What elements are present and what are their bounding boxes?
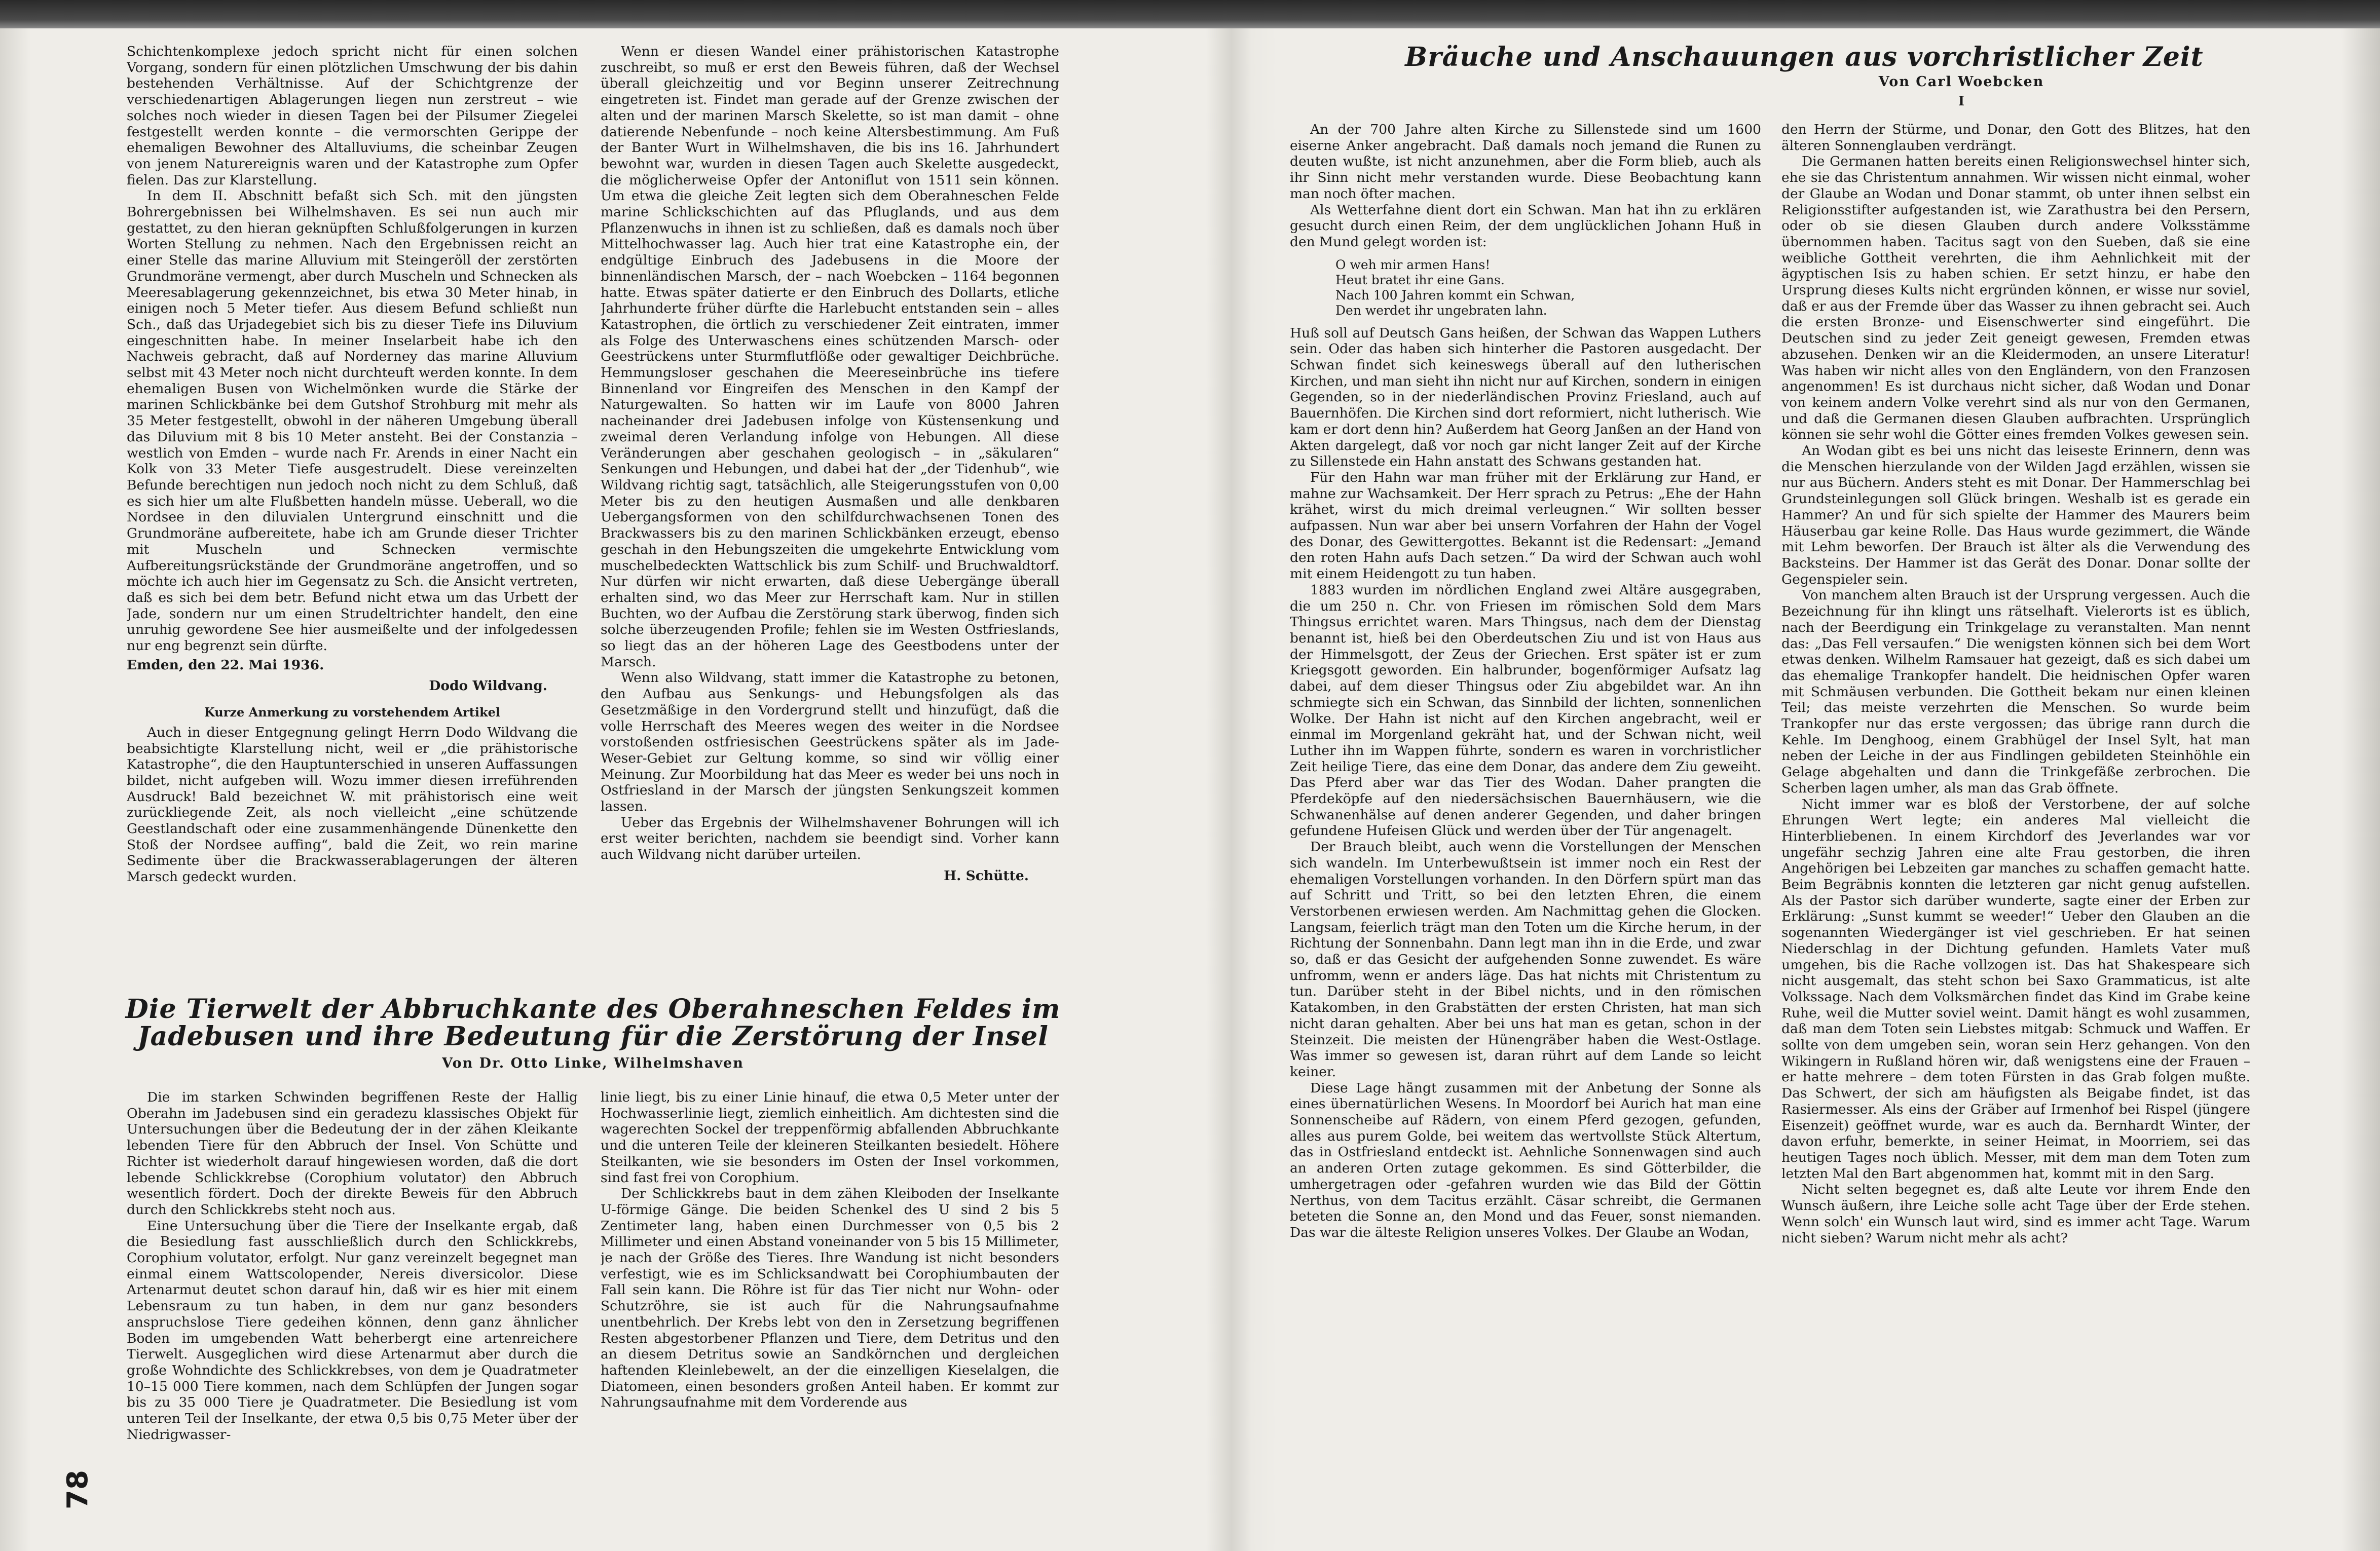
poem-line: Nach 100 Jahren kommt ein Schwan, — [1335, 287, 1575, 302]
signature: Dodo Wildvang. — [429, 678, 547, 694]
top-border — [0, 0, 2380, 28]
headline: Die Tierwelt der Abbruchkante des Oberahneschen Feldes im Jadebusen und ihre Bedeutung für die Zerstörung der Insel — [125, 994, 1061, 1052]
page-number: 78 — [61, 1470, 94, 1509]
left-column-3 — [127, 1089, 578, 1530]
subheading: Kurze Anmerkung zu vorstehendem Artikel — [204, 705, 501, 720]
paragraph: 1883 wurden im nördlichen England zwei Altäre ausgegraben, die um 250 n. Chr. von Friesen im römischen Sold dem Mars Thingsus errichtet waren. Mars Thingsus, nach dem der Dienstag benannt ist, hieß bei den Oberdeutschen Ziu und ist von Haus aus der Himmelsgott, der Zeus der Griechen. Erst später ist er zum Kriegsgott geworden. Ein halbrunder, bogenförmiger Aufsatz lag dabei, auf dem dieser Thingsus oder Ziu abgebildet war. An ihn schmiegte sich ein Schwan, das Sinnbild der lichten, sonnenlichen Wolke. Der Hahn ist nicht auf den Kirchen angebracht, weil er einmal im Morgenland gekräht hat, und der Schwan nicht, weil Luther ihn im Wappen führte, sondern es waren in vorchristlicher Zeit heilige Tiere, das eine dem Donar, das andere dem Ziu geweiht. Das Pferd aber war das Tier des Wodan. Daher prangten die Pferdeköpfe auf den niedersächsischen Bauernhäusern, wie die Schwanenhälse auf denen anderer Gegenden, und daher bringen gefundene Hufeisen Glück und werden über der Tür angenagelt. — [1290, 582, 1761, 839]
paragraph: In dem II. Abschnitt befaßt sich Sch. mit den jüngsten Bohrergebnissen bei Wilhelmshaven. Es sei nun auch mir gestattet, zu den hieran geknüpften Schlußfolgerungen in kurzen Worten Stellung zu nehmen. Nach den Ergebnissen reicht an einer Stelle das marine Alluvium mit Steingeröll der zerstörten Grundmoräne vermengt, aber durch Muscheln und Schnecken als Meeresablagerung gekennzeichnet, bis etwa 30 Meter hinab, in einigen noch 5 Meter tiefer. Aus diesem Befund schließt nun Sch., daß das Urjadegebiet sich bis zu dieser Tiefe ins Diluvium eingeschnitten habe. In meiner Inselarbeit habe ich den Nachweis gebracht, daß auf Norderney das marine Alluvium selbst mit 43 Meter noch nicht durchteuft werden konnte. In dem ehemaligen Busen von Wichelmönken wurde die Stärke der marinen Schlickbänke bei dem Gutshof Strohburg mit mehr als 35 Meter festgestellt, obwohl in der näheren Umgebung überall das Diluvium mit 8 bis 10 Meter ansteht. Bei der Constanzia – westlich von Emden – wurde nach Fr. Arends in einer Nacht ein Kolk von 33 Meter Tiefe ausgestrudelt. Diese vereinzelten Befunde berechtigen nun jedoch noch nicht zu dem Schluß, daß es sich hier um alte Flußbetten handeln müsse. Ueberall, wo die Nordsee in den diluvialen Untergrund einschnitt und die Grundmoräne aufbereitete, habe ich am Grunde dieser Trichter mit Muscheln und Schnecken vermischte Aufbereitungsrückstände der Grundmoräne angetroffen, und so möchte ich auch hier im Gegensatz zu Sch. die Ansicht vertreten, daß es sich bei dem betr. Befund nicht etwa um das Urbett der Jade, sondern nur um einen Strudeltrichter handelt, den eine unruhig gewordene See hier ausmeißelte und der infolgedessen nur eng begrenzt sein dürfte. — [127, 188, 578, 654]
article-title-braeuche — [1297, 44, 2311, 109]
poem-line: Den werdet ihr ungebraten lahn. — [1335, 302, 1547, 318]
paragraph: Huß soll auf Deutsch Gans heißen, der Schwan das Wappen Luthers sein. Oder das haben sich hinterher die Pastoren ausgedacht. Der Schwan findet sich keineswegs überall auf den lutherischen Kirchen, und man sieht ihn nicht nur auf Kirchen, sondern in einigen Gegenden, so in der niederländischen Provinz Friesland, auch auf Bauernhöfen. Die Kirchen sind dort reformiert, nicht lutherisch. Wie kam er dort denn hin? Außerdem hat Georg Janßen an der Hand von Akten dargelegt, daß vor noch gar nicht langer Zeit auf der Kirche zu Sillenstede ein Hahn anstatt des Schwans gestanden hat. — [1290, 325, 1761, 470]
paragraph: An Wodan gibt es bei uns nicht das leiseste Erinnern, denn was die Menschen hierzulande von der Wilden Jagd erzählen, wissen sie nur aus Büchern. Anders steht es mit Donar. Der Hammerschlag bei Grundsteinlegungen soll Glück bringen. Weshalb ist es gerade ein Hammer? An und für sich spielte der Hammer des Maurers beim Häuserbau gar keine Rolle. Das Haus wurde gezimmert, die Wände mit Lehm beworfen. Der Brauch ist älter als die Verwendung des Backsteins. Der Hammer ist das Gerät des Donar. Donar sollte der Gegenspieler sein. — [1781, 443, 2250, 587]
paragraph: Ueber das Ergebnis der Wilhelmshavener Bohrungen will ich erst weiter berichten, nachdem sie beendigt sind. Vorher kann auch Wildvang nicht darüber urteilen. — [601, 814, 1059, 863]
poem-line: Heut bratet ihr eine Gans. — [1335, 272, 1505, 287]
paragraph: An der 700 Jahre alten Kirche zu Sillenstede sind um 1600 eiserne Anker angebracht. Daß damals noch jemand die Runen zu deuten wußte, ist nicht anzunehmen, aber die Form blieb, auch als ihr Sinn nicht mehr verstanden wurde. Diese Beobachtung kann man noch öfter machen. — [1290, 122, 1761, 202]
paragraph: Die Germanen hatten bereits einen Religionswechsel hinter sich, ehe sie das Christentum annahmen. Wir wissen nicht einmal, woher der Glaube an Wodan und Donar stammt, ob unter ihnen selbst ein Religionsstifter aufgestanden ist, wie Zarathustra bei den Persern, oder ob sie diesen Glauben durch andere Volksstämme übernommen haben. Tacitus sagt von den Sueben, daß sie eine weibliche Gottheit verehrten, die ihm Aehnlichkeit mit der ägyptischen Isis zu haben schien. Er setzt hinzu, er habe den Ursprung dieses Kults nicht ergründen können, er wisse nur soviel, daß er aus der Fremde über das Wasser zu ihnen gebracht sei. Auch die ersten Bronze- und Eisenschwerter sind eingeführt. Die Deutschen sind zu jeder Zeit geneigt gewesen, Fremden etwas abzusehen. Denken wir an die Kleidermoden, an unsere Literatur! Was haben wir nicht alles von den Engländern, von den Franzosen angenommen! Es ist durchaus nicht sicher, daß Wodan und Donar von keinem andern Volke verehrt sind als nur von den Germanen, und daß die Germanen diesen Glauben aufbrachten. Ursprünglich können sie sehr wohl die Götter eines fremden Volkes gewesen sein. — [1781, 154, 2250, 443]
byline: Von Carl Woebcken — [1878, 74, 2044, 90]
paragraph: Der Schlickkrebs baut in dem zähen Kleiboden der Inselkante U-förmige Gänge. Die beiden Schenkel des U sind 2 bis 5 Zentimeter lang, haben einen Durchmesser von 0,5 bis 2 Millimeter und einen Abstand voneinander von 5 bis 15 Millimeter, je nach der Größe des Tieres. Ihre Wandung ist nicht besonders verfestigt, wie es im Schlicksandwatt bei Corophiumbauten der Fall sein kann. Die Röhre ist für das Tier nicht nur Wohn- oder Schutzröhre, sie ist auch für die Nahrungsaufnahme unentbehrlich. Der Krebs lebt von den in Zersetzung begriffenen Resten abgestorbener Pflanzen und Tiere, dem Detritus und den an diesem Detritus sowie an Sandkörnchen und dergleichen haftenden Kleinlebewelt, an der die einzelligen Kieselalgen, die Diatomeen, einen besonders großen Anteil haben. Er kommt zur Nahrungsaufnahme mit dem Vorderende aus — [601, 1186, 1059, 1411]
left-column-2 — [601, 44, 1059, 996]
paragraph: Die im starken Schwinden begriffenen Reste der Hallig Oberahn im Jadebusen sind ein geradezu klassisches Objekt für Untersuchungen über die Bedeutung der in der zähen Kleikante lebenden Tiere für den Abbruch der Insel. Von Schütte und Richter ist wiederholt darauf hingewiesen worden, daß die dort lebende Schlickkrebse (Corophium volutator) den Abbruch wesentlich fördert. Doch der direkte Beweis für den Abbruch durch den Schlickkrebs steht noch aus. — [127, 1089, 578, 1218]
byline: Von Dr. Otto Linke, Wilhelmshaven — [442, 1055, 744, 1071]
paragraph: den Herrn der Stürme, und Donar, den Gott des Blitzes, hat den älteren Sonnenglauben verdrängt. — [1781, 122, 2250, 154]
article-title-tierwelt — [122, 996, 1064, 1071]
paragraph: Eine Untersuchung über die Tiere der Inselkante ergab, daß die Besiedlung fast ausschließlich durch den Schlickkrebs, Corophium volutator, erfolgt. Nur ganz vereinzelt begegnet man einmal einem Wattscolopender, Nereis diversicolor. Diese Artenarmut deutet schon darauf hin, daß wir es hier mit einem Lebensraum zu tun haben, in dem nur ganz besonders anspruchslose Tiere gedeihen können, denn ganz ähnlicher Boden im umgebenden Watt beherbergt eine artenreichere Tierwelt. Ausgeglichen wird diese Artenarmut aber durch die große Wohndichte des Schlickkrebses, von dem je Quadratmeter 10–15 000 Tiere kommen, nach dem Schlüpfen der Jungen sogar bis zu 35 000 Tiere je Quadratmeter. Die Besiedlung ist vom unteren Teil der Inselkante, der etwa 0,5 bis 0,75 Meter über der Niedrigwasser- — [127, 1218, 578, 1443]
paragraph: Nicht selten begegnet es, daß alte Leute vor ihrem Ende den Wunsch äußern, ihre Leiche solle acht Tage über der Erde stehen. Wenn solch' ein Wunsch laut wird, sind es immer acht Tage. Warum nicht sieben? Warum nicht mehr als acht? — [1781, 1182, 2250, 1246]
poem — [1335, 257, 1761, 318]
signature: H. Schütte. — [944, 867, 1029, 884]
paragraph: Als Wetterfahne dient dort ein Schwan. Man hat ihn zu erklären gesucht durch einen Reim, der dem unglücklichen Johann Huß in den Mund gelegt worden ist: — [1290, 202, 1761, 250]
poem-line: O weh mir armen Hans! — [1335, 257, 1491, 272]
headline: Bräuche und Anschauungen aus vorchristlicher Zeit — [1405, 42, 2204, 72]
paragraph: Diese Lage hängt zusammen mit der Anbetung der Sonne als eines übernatürlichen Wesens. In Moordorf bei Aurich hat man eine Sonnenscheibe auf Rädern, von einem Pferd gezogen, gefunden, alles aus purem Golde, bei weitem das wertvollste Stück Altertum, das in Ostfriesland entdeckt ist. Aehnliche Sonnenwagen sind auch an anderen Orten zutage gekommen. Es sind Götterbilder, die umhergetragen oder -gefahren wurden wie das Bild der Göttin Nerthus, von dem Tacitus erzählt. Cäsar schreibt, die Germanen beteten die Sonne an, den Mond und das Feuer, sonst niemanden. Das war die älteste Religion unseres Volkes. Der Glaube an Wodan, — [1290, 1080, 1761, 1240]
paragraph: Auch in dieser Entgegnung gelingt Herrn Dodo Wildvang die beabsichtigte Klarstellung nicht, weil er „die prähistorische Katastrophe“, die den Hauptunterschied in unseren Auffassungen bildet, nicht aufgeben will. Wozu immer diesen irreführenden Ausdruck! Bald bezeichnet W. mit prähistorisch eine weit zurückliegende Zeit, als noch vielleicht „eine schützende Geestlandschaft oder eine zusammenhängende Dünenkette den Stoß der Nordsee auffing“, bald die Zeit, wo rein marine Sedimente über die Brackwasserablagerungen der älteren Marsch gedeckt wurden. — [127, 724, 578, 885]
paragraph: Für den Hahn war man früher mit der Erklärung zur Hand, er mahne zur Wachsamkeit. Der Herr sprach zu Petrus: „Ehe der Hahn krähet, wirst du mich dreimal verleugnen.“ Wir sollten besser aufpassen. Nun war aber bei unsern Vorfahren der Hahn der Vogel des Donar, des Gewittergottes. Bekannt ist die Redensart: „Jemand den roten Hahn aufs Dach setzen.“ Da wird der Schwan auch wohl mit einem Heidengott zu tun haben. — [1290, 469, 1761, 582]
right-column-1 — [1290, 122, 1761, 1535]
paragraph: Wenn er diesen Wandel einer prähistorischen Katastrophe zuschreibt, so muß er erst den Beweis führen, daß der Wechsel überall gleichzeitig und vor Beginn unserer Zeitrechnung eingetreten ist. Findet man gerade auf der Grenze zwischen der alten und der marinen Marsch Skelette, so ist man damit – ohne datierende Nebenfunde – noch keine Altersbestimmung. Am Fuß der Banter Wurt in Wilhelmshaven, die bis ins 16. Jahrhundert bewohnt war, wurden in diesen Tagen auch Skelette ausgedeckt, die möglicherweise Opfer der Antoniflut von 1511 sein können. Um etwa die gleiche Zeit legten sich dem Oberahneschen Felde marine Schlickschichten auf das Pfluglands, und aus dem Pflanzenwuchs in ihnen ist zu schließen, daß es damals noch über Mittelhochwasser lag. Auch hier trat eine Katastrophe ein, der endgültige Einbruch des Jadebusens in die Moore der binnenländischen Marsch, der – nach Woebcken – 1164 begonnen hatte. Etwas später datierte er den Einbruch des Dollarts, etliche Jahrhunderte früher dürfte die Harlebucht entstanden sein – alles Katastrophen, die örtlich zu verschiedener Zeit eintraten, immer als Folge des Unterwaschens eines schützenden Marsch- oder Geestrückens unter Sturmflutflöße oder gewaltiger Deichbrüche. Hemmungsloser geschahen die Meereseinbrüche ins tiefere Binnenland vor Eingreifen des Menschen in den Kampf der Naturgewalten. So hatten wir im Laufe von 8000 Jahren nacheinander drei Jadebusen infolge von Küstensenkung und zweimal deren Verlandung infolge von Hebungen. All diese Veränderungen aber geschahen geologisch – in „säkularen“ Senkungen und Hebungen, und dabei hat der „der Tidenhub“, wie Wildvang richtig sagt, tatsächlich, alle Steigerungsstufen von 0,00 Meter bis zu den heutigen Ausmaßen und alle denkbaren Uebergangsformen von den schilfdurchwachsenen Tonen des Brackwassers bis zu den marinen Schlickbänken erzeugt, ebenso geschah in den Hebungszeiten die umgekehrte Entwicklung vom muschelbedeckten Wattschlick bis zum Schilf- und Bruchwaldtorf. Nur dürfen wir nicht erwarten, daß diese Uebergänge überall erhalten sind, wo das Meer zur Herrschaft kam. Nur in stillen Buchten, wo der Aufbau die Zerstörung stark überwog, finden sich solche überzeugenden Profile; fehlen sie im Westen Ostfrieslands, so liegt das an der höheren Lage des Geestbodens unter der Marsch. — [601, 44, 1059, 670]
paragraph: Wenn also Wildvang, statt immer die Katastrophe zu betonen, den Aufbau aus Senkungs- und Hebungsfolgen als das Gesetzmäßige in den Vordergrund stellt und hinzufügt, daß die volle Herrschaft des Meeres wegen des weiter in die Nordsee vorstoßenden ostfriesischen Geestrückens später als im Jade-Weser-Gebiet zur Geltung komme, so sind wir völlig einer Meinung. Zur Moorbildung hat das Meer es weder bei uns noch in Ostfriesland in der Marsch der jüngsten Senkungszeit kommen lassen. — [601, 670, 1059, 815]
left-column-1 — [127, 44, 578, 996]
paragraph: Von manchem alten Brauch ist der Ursprung vergessen. Auch die Bezeichnung für ihn klingt uns rätselhaft. Vielerorts ist es üblich, nach der Beerdigung ein Trinkgelage zu veranstalten. Man nennt das: „Das Fell versaufen.“ Die wenigsten können sich bei dem Wort etwas denken. Wilhelm Ramsauer hat gezeigt, daß es sich dabei um das ehemalige Trankopfer handelt. Die heidnischen Opfer waren mit Schmäusen verbunden. Die Gottheit bekam nur einen kleinen Teil; das meiste verzehrten die Menschen. So wurde beim Trankopfer nur das erste vergossen; das übrige rann durch die Kehle. Im Denghoog, einem Grabhügel der Insel Sylt, hat man neben der Leiche in der aus Findlingen gebildeten Steinhöhle ein Gelage abgehalten und dann die Trinkgefäße zerbrochen. Die Scherben lagen umher, als man das Grab öffnete. — [1781, 587, 2250, 796]
left-column-4 — [601, 1089, 1059, 1530]
paragraph: Nicht immer war es bloß der Verstorbene, der auf solche Ehrungen Wert legte; ein anderes Mal vielleicht die Hinterbliebenen. In einem Kirchdorf des Jeverlandes war vor ungefähr sechzig Jahren eine alte Frau gestorben, die ihren Angehörigen bei Lebzeiten gar manches zu schaffen gemacht hatte. Beim Begräbnis konnten die letzteren gar nicht genug aufstellen. Als der Pastor sich darüber wunderte, sagte einer der Erben zur Erklärung: „Sunst kummt se weeder!“ Ueber den Glauben an die sogenannten Wiedergänger ist viel geschrieben. Er hat seinen Niederschlag in der Dichtung gefunden. Hamlets Vater muß umgehen, bis die Rache vollzogen ist. Das hat Shakespeare sich nicht ausgemalt, das steht schon bei Saxo Grammaticus, ist alte Volkssage. Nach dem Volksmärchen findet das Kind im Grabe keine Ruhe, weil die Mutter soviel weint. Damit hängt es wohl zusammen, daß man dem Toten sein Liebstes mitgab: Schmuck und Waffen. Er sollte von dem umgeben sein, woran sein Herz gehangen. Von den Wikingern in Rußland hören wir, daß wenigstens eine der Frauen – er hatte mehrere – dem toten Fürsten in das Grab folgen mußte. Das Schwert, der sich am häufigsten als Beigabe findet, ist das Rasiermesser. Als eins der Gräber auf Irmenhof bei Rispel (jüngere Eisenzeit) geöffnet wurde, war es auch da. Bernhardt Winter, der davon erfuhr, bemerkte, in seiner Heimat, in Moorriem, sei das heutigen Tages noch üblich. Messer, mit dem man dem Toten zum letzten Mal den Bart abgenommen hat, kommt mit in den Sarg. — [1781, 796, 2250, 1182]
paragraph: linie liegt, bis zu einer Linie hinauf, die etwa 0,5 Meter unter der Hochwasserlinie liegt, ziemlich einheitlich. Am dichtesten sind die wagerechten Sockel der treppenförmig abfallenden Abbruchkante und die unteren Teile der kleineren Steilkanten besiedelt. Höhere Steilkanten, wie sie besonders im Osten der Insel vorkommen, sind fast frei von Corophium. — [601, 1089, 1059, 1186]
paragraph: Schichtenkomplexe jedoch spricht nicht für einen solchen Vorgang, sondern für einen plötzlichen Umschwung der bis dahin bestehenden Verhältnisse. Auf der Schichtgrenze der verschiedenartigen Ablagerungen liegen nun zerstreut – wie solches noch wieder in diesen Tagen bei der Pilsumer Ziegelei festgestellt werden konnte – die vermorschten Gerippe der ehemaligen Bewohner des Altalluviums, die scheinbar Zeugen von jenem Naturereignis waren und der Katastrophe zum Opfer fielen. Das zur Klarstellung. — [127, 44, 578, 188]
part-number: I — [1958, 94, 1965, 109]
paragraph: Der Brauch bleibt, auch wenn die Vorstellungen der Menschen sich wandeln. Im Unterbewußtsein ist immer noch ein Rest der ehemaligen Vorstellungen vorhanden. In den Dörfern spürt man das auf Schritt und Tritt, so bei den letzten Ehren, die einem Verstorbenen erwiesen werden. Am Nachmittag gehen die Glocken. Langsam, feierlich trägt man den Toten um die Kirche herum, in der Richtung der Sonnenbahn. Dann legt man ihn in die Erde, und zwar so, daß er das Gesicht der aufgehenden Sonne zuwendet. Es wäre unfromm, wenn er anders läge. Das hat nichts mit Christentum zu tun. Darüber steht in der Bibel nichts, und in den römischen Katakomben, in den Grabstätten der ersten Christen, hat man sich nicht daran gehalten. Aber bei uns hat man es getan, schon in der Steinzeit. Die meisten der Hünengräber haben die West-Ostlage. Was immer so gewesen ist, daran rührt auf dem Lande so leicht keiner. — [1290, 839, 1761, 1080]
right-column-2 — [1781, 122, 2250, 1535]
dateline: Emden, den 22. Mai 1936. — [127, 657, 324, 673]
